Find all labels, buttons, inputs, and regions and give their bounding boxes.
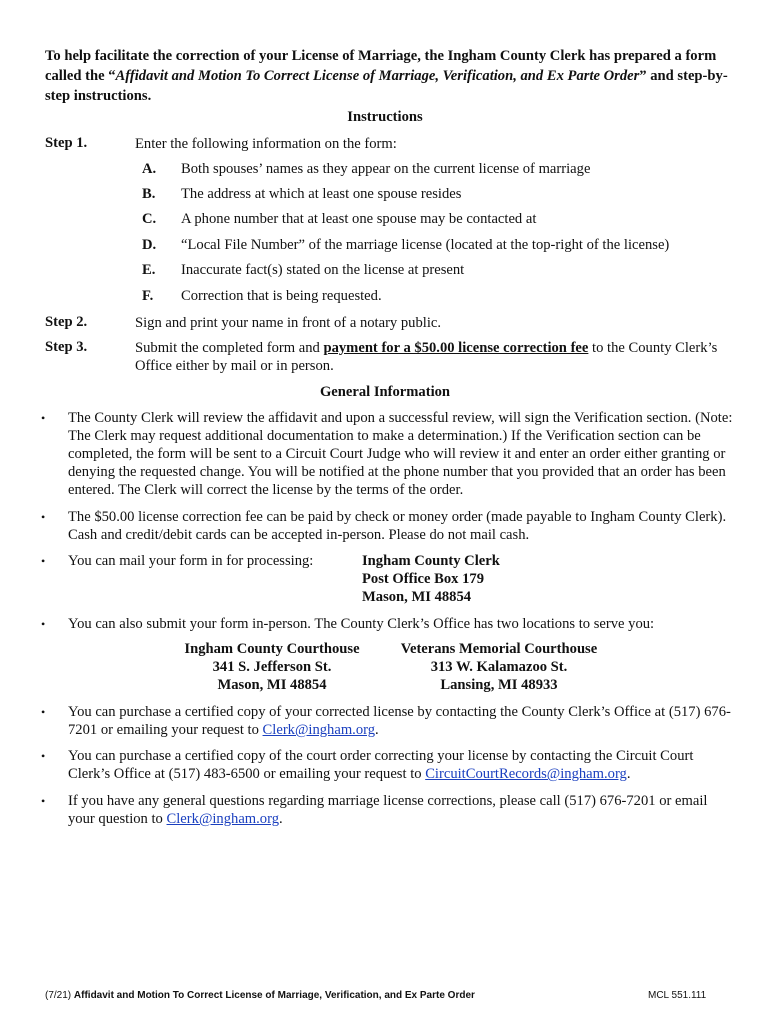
bullet-review-process: The County Clerk will review the affidavit and upon a successful review, will sign the Verification section. (Note: The Clerk may request additional documentation to make a determination.) If the Verification section can be completed, the form will be sent to a Circuit Court Judge who will review it and enter an order either granting or denying the requested change. You will be notified at the phone number that you provided that an order has been entered. The Clerk will correct the license by the terms of the order.: [68, 410, 733, 498]
correction-fee: payment for a $50.00 license correction fee: [323, 340, 589, 356]
location-mason: Ingham County Courthouse 341 S. Jefferson St. Mason, MI 48854: [184, 641, 360, 693]
bullet-icon: •: [41, 411, 46, 425]
bullet-certified-order-copy: You can purchase a certified copy of the court order correcting your license by contacting the Circuit Court Clerk’s Office at (517) 483-6500 or emailing your request to CircuitCourtRecords@ingham.org.: [68, 748, 694, 782]
clerk-email-link[interactable]: Clerk@ingham.org: [262, 722, 376, 738]
bullet-icon: •: [41, 794, 46, 808]
bullet-icon: •: [41, 749, 46, 763]
sub-item-d-letter: D.: [142, 237, 157, 253]
sub-item-c-letter: C.: [142, 211, 157, 227]
sub-item-e-text: Inaccurate fact(s) stated on the license at present: [181, 262, 465, 278]
mail-address: Ingham County Clerk Post Office Box 179 Mason, MI 48854: [362, 553, 500, 605]
location-lansing: Veterans Memorial Courthouse 313 W. Kalamazoo St. Lansing, MI 48933: [400, 641, 598, 693]
step-3-text: Submit the completed form and payment for a $50.00 license correction fee to the County Clerk’s Office either by mail or in person.: [135, 340, 718, 374]
bullet-certified-license-copy: You can purchase a certified copy of your corrected license by contacting the County Clerk’s Office at (517) 676-7201 or emailing your request to Clerk@ingham.org.: [68, 704, 731, 738]
clerk-email-link[interactable]: Clerk@ingham.org: [166, 811, 279, 827]
step-3-label: Step 3.: [45, 339, 88, 355]
sub-item-e-letter: E.: [142, 262, 156, 278]
bullet-general-questions: If you have any general questions regarding marriage license corrections, please call (517) 676-7201 or email your question to Clerk@ingham.org.: [68, 793, 708, 827]
sub-item-b-text: The address at which at least one spouse resides: [181, 186, 462, 202]
instructions-heading: Instructions: [347, 109, 423, 125]
step-1-label: Step 1.: [45, 135, 88, 151]
bullet-in-person: You can also submit your form in-person. The County Clerk’s Office has two locations to serve you:: [68, 616, 655, 632]
sub-item-d-text: “Local File Number” of the marriage license (located at the top-right of the license): [181, 237, 670, 253]
bullet-icon: •: [41, 510, 46, 524]
intro-paragraph: To help facilitate the correction of your License of Marriage, the Ingham County Clerk has prepared a form called the “Affidavit and Motion To Correct License of Marriage, Verification, and Ex Parte Order” and step-by-step instructions.: [45, 48, 728, 104]
step-1-text: Enter the following information on the form:: [135, 136, 397, 152]
form-name: Affidavit and Motion To Correct License of Marriage, Verification, and Ex Parte Order: [115, 68, 640, 84]
sub-item-f-text: Correction that is being requested.: [181, 288, 382, 304]
bullet-icon: •: [41, 617, 46, 631]
sub-item-f-letter: F.: [142, 288, 154, 304]
bullet-fee-payment: The $50.00 license correction fee can be paid by check or money order (made payable to Ingham County Clerk). Cash and credit/debit cards can be accepted in-person. Please do not mail cash.: [68, 509, 727, 543]
sub-item-b-letter: B.: [142, 186, 156, 202]
step-2-text: Sign and print your name in front of a notary public.: [135, 315, 441, 331]
sub-item-a-text: Both spouses’ names as they appear on the current license of marriage: [181, 161, 591, 177]
bullet-icon: •: [41, 705, 46, 719]
circuit-court-email-link[interactable]: CircuitCourtRecords@ingham.org: [425, 766, 627, 782]
bullet-mail-form: You can mail your form in for processing:: [68, 553, 314, 569]
footer-code: MCL 551.111: [648, 990, 707, 1001]
general-information-heading: General Information: [319, 384, 451, 400]
step-2-label: Step 2.: [45, 314, 88, 330]
bullet-icon: •: [41, 554, 46, 568]
sub-item-c-text: A phone number that at least one spouse may be contacted at: [181, 211, 537, 227]
sub-item-a-letter: A.: [142, 161, 157, 177]
footer-form-title: (7/21) Affidavit and Motion To Correct License of Marriage, Verification, and Ex Parte Order: [45, 990, 475, 1001]
